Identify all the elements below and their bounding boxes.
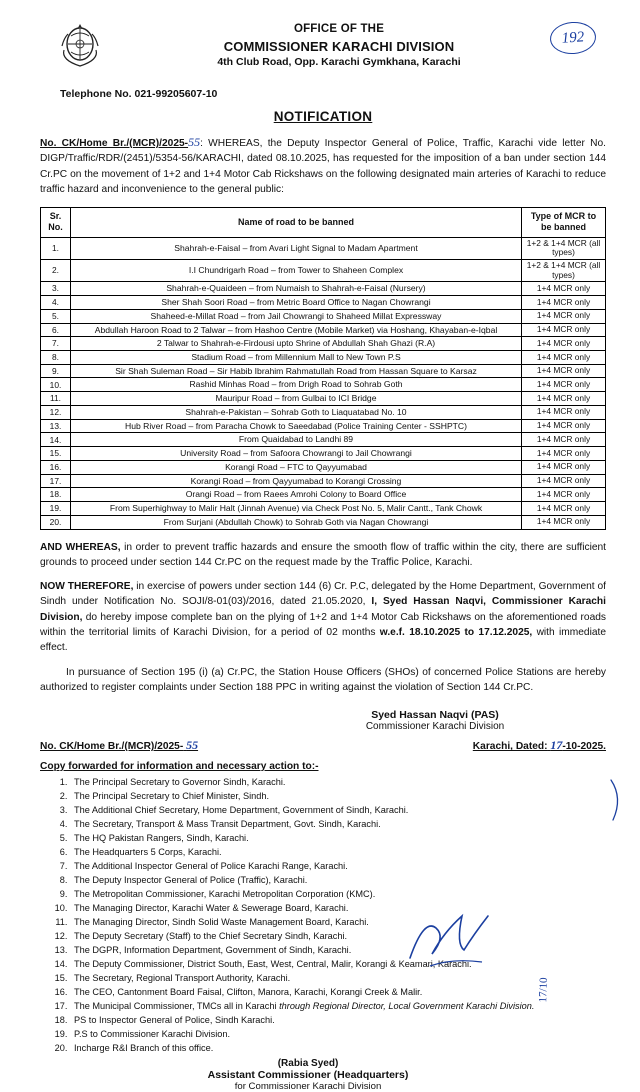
cell-mcr-type: 1+4 MCR only	[522, 282, 606, 296]
header-mcr-type	[522, 208, 606, 238]
signatory-name: Syed Hassan Naqvi (PAS)	[371, 709, 499, 722]
footer-signature-block	[40, 1058, 576, 1092]
footer-signatory-sub: for Commissioner Karachi Division	[234, 1080, 382, 1092]
signatory-designation: Commissioner Karachi Division	[365, 721, 505, 733]
page-title: NOTIFICATION	[273, 109, 373, 124]
bottom-ref-handwritten: 55	[186, 738, 199, 753]
cell-mcr-type: 1+4 MCR only	[522, 392, 606, 406]
cell-sr: 13.	[41, 419, 71, 433]
cell-road-name: Shaheed-e-Millat Road – from Jail Chowrangi to Shaheed Millat Expressway	[71, 309, 522, 323]
margin-ink-mark	[608, 776, 626, 824]
cell-sr: 1.	[41, 237, 71, 259]
cell-road-name: I.I Chundrigarh Road – from Tower to Shaheen Complex	[71, 260, 522, 282]
cell-mcr-type: 1+4 MCR only	[522, 515, 606, 529]
page-number-stamp: 192	[549, 20, 597, 55]
table-row	[41, 350, 606, 364]
cell-sr: 5.	[41, 309, 71, 323]
cell-road-name: University Road – from Safoora Chowrangi to Jail Chowrangi	[71, 447, 522, 461]
cell-mcr-type: 1+2 & 1+4 MCR (all types)	[522, 260, 606, 282]
cell-mcr-type: 1+2 & 1+4 MCR (all types)	[522, 237, 606, 259]
cell-mcr-type: 1+4 MCR only	[522, 378, 606, 392]
table-row	[41, 488, 606, 502]
cell-road-name: Abdullah Haroon Road to 2 Talwar – from Hashoo Centre (Mobile Market) via Hoshang, Khayaban-e-Iqbal	[71, 323, 522, 337]
table-header-row	[41, 208, 606, 238]
header-sr-line1: Sr.	[49, 211, 62, 222]
cell-sr: 2.	[41, 260, 71, 282]
now-therefore-lead: NOW THEREFORE,	[40, 581, 134, 593]
cell-mcr-type: 1+4 MCR only	[522, 296, 606, 310]
cell-mcr-type: 1+4 MCR only	[522, 364, 606, 378]
handwritten-signature-mark	[400, 900, 520, 974]
office-line-1: OFFICE OF THE	[293, 23, 385, 35]
pakistan-state-emblem-icon	[58, 20, 102, 70]
cell-road-name: Orangi Road – from Raees Amrohi Colony to Board Office	[71, 488, 522, 502]
and-whereas-paragraph	[40, 540, 606, 571]
cell-road-name: Shahrah-e-Quaideen – from Numaish to Shahrah-e-Faisal (Nursery)	[71, 282, 522, 296]
reference-number-handwritten: 55	[188, 135, 201, 149]
header-type-line2: be banned	[540, 222, 586, 233]
table-row	[41, 460, 606, 474]
header-sr-line2: No.	[48, 222, 63, 233]
document-header	[40, 18, 606, 76]
bottom-date-handwritten: 17	[550, 738, 563, 753]
list-item: 9. The Metropolitan Commissioner, Karachi Metropolitan Corporation (KMC).	[70, 888, 606, 902]
header-type-line1: Type of MCR to	[530, 211, 597, 222]
header-road-name: Name of road to be banned	[71, 208, 522, 238]
list-item: 15. The Secretary, Regional Transport Authority, Karachi.	[70, 972, 606, 986]
office-address-block	[102, 22, 606, 71]
and-whereas-lead: AND WHEREAS,	[40, 541, 121, 553]
intro-body: : WHEREAS, the Deputy Inspector General of Police, Traffic, Karachi vide letter No. DIGP/Traffic/RDR/(2451)/5354-56/KARACHI, dated 08.10.2025, has requested for the imposition of a ban under section 144 Cr.PC on the movement of 1+2 and 1+4 Motor Cab Rickshaws on the following designated main arteries of Karachi to reduce traffic hazard and inconvenience to the general public:	[40, 138, 606, 195]
list-item: 20. Incharge R&I Branch of this office.	[70, 1042, 606, 1056]
cell-sr: 4.	[41, 296, 71, 310]
list-item: 11. The Managing Director, Sindh Solid Waste Management Board, Karachi.	[70, 916, 606, 930]
table-row	[41, 260, 606, 282]
cell-sr: 19.	[41, 502, 71, 516]
office-line-2: COMMISSIONER KARACHI DIVISION	[223, 38, 455, 54]
now-therefore-part2: do hereby impose complete ban on the plying of 1+2 and 1+4 Motor Cab Rickshaws on the aforementioned roads within the territorial limits of Karachi Division, for a period of 02 months	[40, 611, 606, 639]
list-item: 16. The CEO, Cantonment Board Faisal, Clifton, Manora, Karachi, Korangi Creek & Malir.	[70, 986, 606, 1000]
and-whereas-body: in order to prevent traffic hazards and ensure the smooth flow of traffic within the city, there are sufficient grounds to proceed under section 144 Cr.PC on the request made by the Traffic Police, Karachi.	[40, 541, 606, 568]
cell-road-name: Shahrah-e-Pakistan – Sohrab Goth to Liaquatabad No. 10	[71, 405, 522, 419]
cell-sr: 18.	[41, 488, 71, 502]
cell-sr: 8.	[41, 350, 71, 364]
cell-mcr-type: 1+4 MCR only	[522, 323, 606, 337]
cell-sr: 20.	[41, 515, 71, 529]
cell-road-name: Mauripur Road – from Gulbai to ICI Bridge	[71, 392, 522, 406]
bottom-date	[473, 738, 606, 753]
now-therefore-part1: in exercise of powers under section 144 (6) Cr. P.C, delegated by the Home Department, Government of Sindh under Notification No. SOJI/8-01(03)/2016, dated 21.05.2020,	[40, 581, 606, 608]
now-therefore-part3: with immediate effect.	[40, 627, 606, 654]
pursuance-paragraph: In pursuance of Section 195 (i) (a) Cr.PC, the Station House Officers (SHOs) of concerned Police Stations are hereby authorized to register complaints under Section 188 PPC in writing against the violation of Section 144 Cr.PC.	[40, 666, 606, 693]
table-row	[41, 392, 606, 406]
list-item: 8. The Deputy Inspector General of Police (Traffic), Karachi.	[70, 874, 606, 888]
list-item: 5. The HQ Pakistan Rangers, Sindh, Karachi.	[70, 832, 606, 846]
table-row	[41, 323, 606, 337]
cell-mcr-type: 1+4 MCR only	[522, 337, 606, 351]
table-row	[41, 309, 606, 323]
copy-forwarded-list	[40, 776, 606, 1056]
list-item: 12. The Deputy Secretary (Staff) to the Chief Secretary Sindh, Karachi.	[70, 930, 606, 944]
cell-sr: 7.	[41, 337, 71, 351]
bottom-reference-number	[40, 738, 198, 753]
cell-sr: 14.	[41, 433, 71, 447]
list-item: 13. The DGPR, Information Department, Government of Sindh, Karachi.	[70, 944, 606, 958]
table-row	[41, 378, 606, 392]
bottom-date-suffix: -10-2025.	[562, 741, 606, 753]
office-line-3: 4th Club Road, Opp. Karachi Gymkhana, Karachi	[217, 56, 461, 69]
footer-signatory-name: (Rabia Syed)	[277, 1057, 339, 1069]
cell-sr: 3.	[41, 282, 71, 296]
cell-mcr-type: 1+4 MCR only	[522, 405, 606, 419]
cell-road-name: From Quaidabad to Landhi 89	[71, 433, 522, 447]
copy-forwarded-heading: Copy forwarded for information and necessary action to:-	[40, 761, 319, 773]
reference-number: No. CK/Home Br./(MCR)/2025-	[40, 138, 189, 149]
footer-signatory-designation: Assistant Commissioner (Headquarters)	[207, 1068, 409, 1081]
cell-road-name: From Surjani (Abdullah Chowk) to Sohrab Goth via Nagan Chowrangi	[71, 515, 522, 529]
list-item: 18. PS to Inspector General of Police, Sindh Karachi.	[70, 1014, 606, 1028]
list-item: 19. P.S to Commissioner Karachi Division.	[70, 1028, 606, 1042]
cell-mcr-type: 1+4 MCR only	[522, 447, 606, 461]
handwritten-date-mark: 17/10	[537, 977, 550, 1003]
cell-road-name: Korangi Road – FTC to Qayyumabad	[71, 460, 522, 474]
table-row	[41, 433, 606, 447]
list-item: 14. The Deputy Commissioner, District South, East, West, Central, Malir, Korangi & Keamari, Karachi.	[70, 958, 606, 972]
cell-sr: 9.	[41, 364, 71, 378]
table-row	[41, 296, 606, 310]
cell-sr: 11.	[41, 392, 71, 406]
list-item: 17. The Municipal Commissioner, TMCs all in Karachi through Regional Director, Local Government Karachi Division.	[70, 1000, 606, 1014]
bottom-date-label: Karachi, Dated:	[472, 741, 548, 753]
bottom-reference-row	[40, 738, 606, 753]
cell-mcr-type: 1+4 MCR only	[522, 474, 606, 488]
cell-sr: 17.	[41, 474, 71, 488]
cell-mcr-type: 1+4 MCR only	[522, 309, 606, 323]
table-row	[41, 474, 606, 488]
table-row	[41, 502, 606, 516]
cell-road-name: Sher Shah Soori Road – from Metric Board Office to Nagan Chowrangi	[71, 296, 522, 310]
cell-mcr-type: 1+4 MCR only	[522, 350, 606, 364]
intro-paragraph	[40, 133, 606, 197]
header-sr	[41, 208, 71, 238]
cell-road-name: Sir Shah Suleman Road – Sir Habib Ibrahim Rahmatullah Road from Hassan Square to Karsaz	[71, 364, 522, 378]
commissioner-name-bold: I, Syed Hassan Naqvi, Commissioner Karachi Division,	[40, 596, 606, 623]
table-row	[41, 337, 606, 351]
table-row	[41, 282, 606, 296]
effective-dates-bold: w.e.f. 18.10.2025 to 17.12.2025,	[379, 627, 533, 639]
cell-sr: 16.	[41, 460, 71, 474]
cell-sr: 10.	[41, 378, 71, 392]
list-item: 4. The Secretary, Transport & Mass Transit Department, Govt. Sindh, Karachi.	[70, 818, 606, 832]
cell-road-name: Rashid Minhas Road – from Drigh Road to Sohrab Goth	[71, 378, 522, 392]
table-row	[41, 364, 606, 378]
table-row	[41, 405, 606, 419]
table-row	[41, 237, 606, 259]
cell-road-name: 2 Talwar to Shahrah-e-Firdousi upto Shrine of Abdullah Shah Ghazi (R.A)	[71, 337, 522, 351]
table-row	[41, 419, 606, 433]
list-item: 2. The Principal Secretary to Chief Minister, Sindh.	[70, 790, 606, 804]
cell-mcr-type: 1+4 MCR only	[522, 419, 606, 433]
cell-mcr-type: 1+4 MCR only	[522, 502, 606, 516]
telephone-line: Telephone No. 021-99205607-10	[60, 88, 218, 100]
table-row	[41, 515, 606, 529]
list-item: 3. The Additional Chief Secretary, Home Department, Government of Sindh, Karachi.	[70, 804, 606, 818]
commissioner-signature-block	[320, 709, 550, 732]
list-item: 10. The Managing Director, Karachi Water & Sewerage Board, Karachi.	[70, 902, 606, 916]
cell-mcr-type: 1+4 MCR only	[522, 488, 606, 502]
cell-road-name: Korangi Road – from Qayyumabad to Korangi Crossing	[71, 474, 522, 488]
cell-mcr-type: 1+4 MCR only	[522, 460, 606, 474]
banned-roads-table	[40, 207, 606, 529]
cell-road-name: Hub River Road – from Paracha Chowk to Saeedabad (Police Training Center - SSHPTC)	[71, 419, 522, 433]
table-row	[41, 447, 606, 461]
list-item: 1. The Principal Secretary to Governor Sindh, Karachi.	[70, 776, 606, 790]
cell-sr: 12.	[41, 405, 71, 419]
cell-road-name: Shahrah-e-Faisal – from Avari Light Signal to Madam Apartment	[71, 237, 522, 259]
cell-mcr-type: 1+4 MCR only	[522, 433, 606, 447]
cell-road-name: Stadium Road – from Millennium Mall to New Town P.S	[71, 350, 522, 364]
list-item: 6. The Headquarters 5 Corps, Karachi.	[70, 846, 606, 860]
cell-road-name: From Superhighway to Malir Halt (Jinnah Avenue) via Check Post No. 5, Malir Cantt., Tank Chowk	[71, 502, 522, 516]
cell-sr: 6.	[41, 323, 71, 337]
bottom-ref-prefix: No. CK/Home Br./(MCR)/2025-	[40, 741, 184, 753]
now-therefore-paragraph	[40, 579, 606, 655]
cell-sr: 15.	[41, 447, 71, 461]
list-item: 7. The Additional Inspector General of Police Karachi Range, Karachi.	[70, 860, 606, 874]
